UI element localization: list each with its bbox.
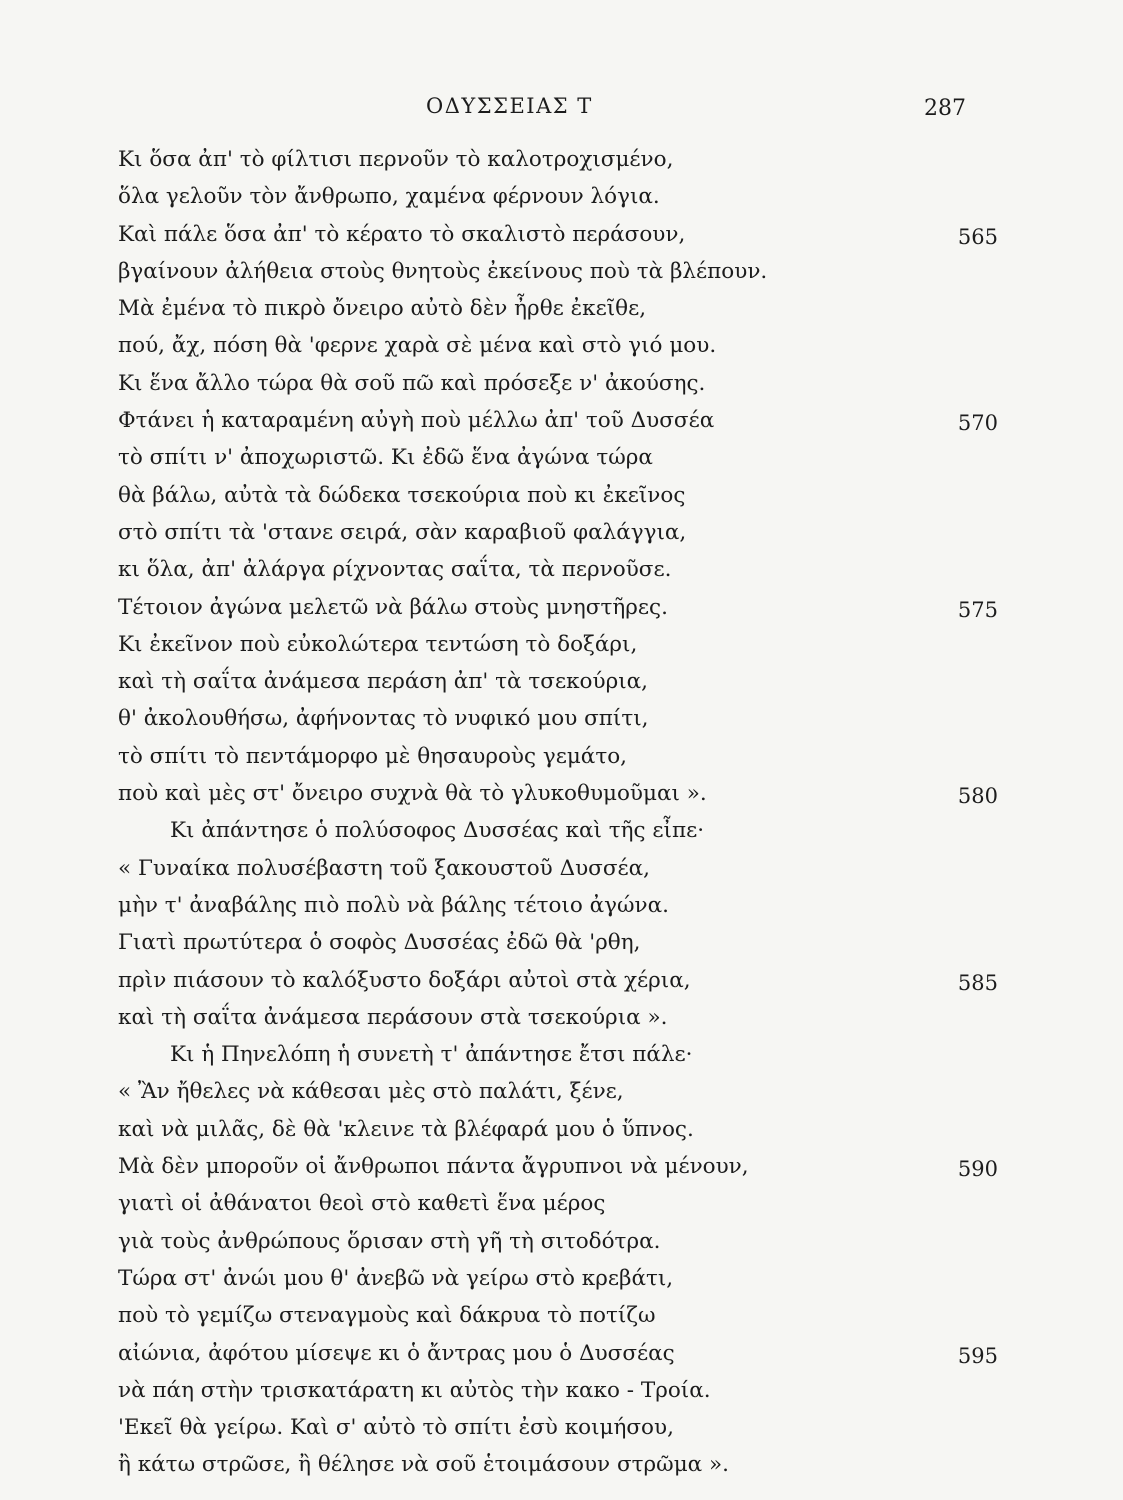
verse-line — [118, 1148, 998, 1185]
verse-text: Καὶ πάλε ὅσα ἀπ' τὸ κέρατο τὸ σκαλιστὸ περάσουν, — [118, 221, 686, 247]
verse-text: Μὰ ἐμένα τὸ πικρὸ ὄνειρο αὐτὸ δὲν ἦρθε ἐκεῖθε, — [118, 296, 647, 322]
verse-line — [118, 327, 998, 364]
verse-text: ποὺ καὶ μὲς στ' ὄνειρο συχνὰ θὰ τὸ γλυκοθυμοῦμαι ». — [118, 781, 707, 807]
line-number: 570 — [957, 411, 998, 436]
verse-line — [118, 1111, 998, 1148]
verse-line — [118, 551, 998, 588]
verse-text: ποὺ τὸ γεμίζω στεναγμοὺς καὶ δάκρυα τὸ ποτίζω — [118, 1303, 656, 1329]
verse-line — [118, 1335, 998, 1372]
verse-text: Τώρα στ' ἀνώι μου θ' ἀνεβῶ νὰ γείρω στὸ κρεβάτι, — [118, 1265, 674, 1291]
line-number: 575 — [957, 597, 998, 622]
verse-text: Κι ἐκεῖνον ποὺ εὐκολώτερα τεντώση τὸ δοξάρι, — [118, 631, 638, 657]
verse-line — [118, 850, 998, 887]
verse-text: Φτάνει ἡ καταραμένη αὐγὴ ποὺ μέλλω ἀπ' τοῦ Δυσσέα — [118, 408, 715, 434]
verse-text: θ' ἀκολουθήσω, ἀφήνοντας τὸ νυφικό μου σπίτι, — [118, 706, 649, 732]
verse-line — [118, 700, 998, 737]
line-number: 590 — [957, 1157, 998, 1182]
verse-text: « Ἂν ἤθελες νὰ κάθεσαι μὲς στὸ παλάτι, ξένε, — [118, 1079, 624, 1105]
verse-text: αἰώνια, ἀφότου μίσεψε κι ὁ ἄντρας μου ὁ Δυσσέας — [118, 1340, 675, 1366]
poem-text-block — [118, 141, 998, 1484]
verse-text: θὰ βάλω, αὐτὰ τὰ δώδεκα τσεκούρια ποὺ κι ἐκεῖνος — [118, 482, 686, 508]
verse-line — [118, 775, 998, 812]
verse-line — [118, 365, 998, 402]
verse-text: καὶ νὰ μιλᾶς, δὲ θὰ 'κλεινε τὰ βλέφαρά μου ὁ ὕπνος. — [118, 1116, 694, 1142]
verse-line — [118, 1297, 998, 1334]
verse-text: καὶ τὴ σαΐτα ἀνάμεσα περάσουν στὰ τσεκούρια ». — [118, 1004, 668, 1030]
verse-line — [118, 1036, 998, 1073]
verse-line — [118, 887, 998, 924]
verse-text: μὴν τ' ἀναβάλης πιὸ πολὺ νὰ βάλης τέτοιο ἀγώνα. — [118, 892, 669, 918]
verse-text: Κι ἀπάντησε ὁ πολύσοφος Δυσσέας καὶ τῆς εἶπε· — [170, 818, 705, 844]
verse-line — [118, 738, 998, 775]
verse-line — [118, 477, 998, 514]
verse-text: στὸ σπίτι τὰ 'στανε σειρά, σὰν καραβιοῦ φαλάγγια, — [118, 519, 687, 545]
verse-line — [118, 216, 998, 253]
verse-text: Κι ἡ Πηνελόπη ἡ συνετὴ τ' ἀπάντησε ἔτσι πάλε· — [170, 1042, 693, 1068]
verse-line — [118, 1372, 998, 1409]
verse-text: 'Εκεῖ θὰ γείρω. Καὶ σ' αὐτὸ τὸ σπίτι ἐσὺ κοιμήσου, — [118, 1415, 674, 1441]
verse-line — [118, 402, 998, 439]
running-header-title: ΟΔΥΣΣΕΙΑΣ Τ — [426, 94, 593, 118]
line-number: 595 — [957, 1343, 998, 1368]
verse-text: « Γυναίκα πολυσέβαστη τοῦ ξακουστοῦ Δυσσέα, — [118, 855, 651, 881]
verse-line — [118, 924, 998, 961]
verse-text: ἢ κάτω στρῶσε, ἢ θέλησε νὰ σοῦ ἑτοιμάσουν στρῶμα ». — [118, 1452, 730, 1478]
page-number: 287 — [924, 96, 966, 121]
verse-line — [118, 962, 998, 999]
verse-line — [118, 1223, 998, 1260]
verse-text: ὅλα γελοῦν τὸν ἄνθρωπο, χαμένα φέρνουν λόγια. — [118, 184, 660, 210]
verse-text: νὰ πάη στὴν τρισκατάρατη κι αὐτὸς τὴν κακο - Τροία. — [118, 1377, 711, 1403]
verse-text: κι ὅλα, ἀπ' ἀλάργα ρίχνοντας σαΐτα, τὰ περνοῦσε. — [118, 557, 672, 583]
verse-text: πρὶν πιάσουν τὸ καλόξυστο δοξάρι αὐτοὶ στὰ χέρια, — [118, 967, 691, 993]
verse-line — [118, 999, 998, 1036]
verse-text: Κι ἕνα ἄλλο τώρα θὰ σοῦ πῶ καὶ πρόσεξε ν' ἀκούσης. — [118, 370, 706, 396]
verse-line — [118, 1260, 998, 1297]
verse-text: τὸ σπίτι τὸ πεντάμορφο μὲ θησαυροὺς γεμάτο, — [118, 743, 627, 769]
verse-text: Μὰ δὲν μποροῦν οἱ ἄνθρωποι πάντα ἄγρυπνοι νὰ μένουν, — [118, 1154, 749, 1180]
line-number: 585 — [957, 970, 998, 995]
verse-text: καὶ τὴ σαΐτα ἀνάμεσα περάση ἀπ' τὰ τσεκούρια, — [118, 669, 648, 695]
verse-line — [118, 626, 998, 663]
verse-line — [118, 514, 998, 551]
verse-text: γιατὶ οἱ ἀθάνατοι θεοὶ στὸ καθετὶ ἕνα μέρος — [118, 1191, 606, 1217]
verse-line — [118, 1185, 998, 1222]
verse-text: Τέτοιον ἀγώνα μελετῶ νὰ βάλω στοὺς μνηστῆρες. — [118, 594, 668, 620]
verse-text: γιὰ τοὺς ἀνθρώπους ὅρισαν στὴ γῆ τὴ σιτοδότρα. — [118, 1228, 661, 1254]
verse-line — [118, 290, 998, 327]
line-number: 580 — [957, 784, 998, 809]
verse-line — [118, 812, 998, 849]
verse-line — [118, 663, 998, 700]
verse-line — [118, 253, 998, 290]
verse-line — [118, 1409, 998, 1446]
verse-line — [118, 141, 998, 178]
verse-line — [118, 178, 998, 215]
line-number: 565 — [957, 224, 998, 249]
verse-text: βγαίνουν ἀλήθεια στοὺς θνητοὺς ἐκείνους ποὺ τὰ βλέπουν. — [118, 258, 768, 284]
verse-line — [118, 1073, 998, 1110]
verse-line — [118, 439, 998, 476]
verse-text: τὸ σπίτι ν' ἀποχωριστῶ. Κι ἐδῶ ἕνα ἀγώνα τώρα — [118, 445, 653, 471]
verse-line — [118, 589, 998, 626]
verse-line — [118, 1446, 998, 1483]
verse-text: Κι ὅσα ἀπ' τὸ φίλτισι περνοῦν τὸ καλοτροχισμένο, — [118, 147, 674, 172]
verse-text: Γιατὶ πρωτύτερα ὁ σοφὸς Δυσσέας ἐδῶ θὰ 'ρθη, — [118, 930, 641, 956]
verse-text: πού, ἄχ, πόση θὰ 'φερνε χαρὰ σὲ μένα καὶ στὸ γιό μου. — [118, 333, 717, 359]
